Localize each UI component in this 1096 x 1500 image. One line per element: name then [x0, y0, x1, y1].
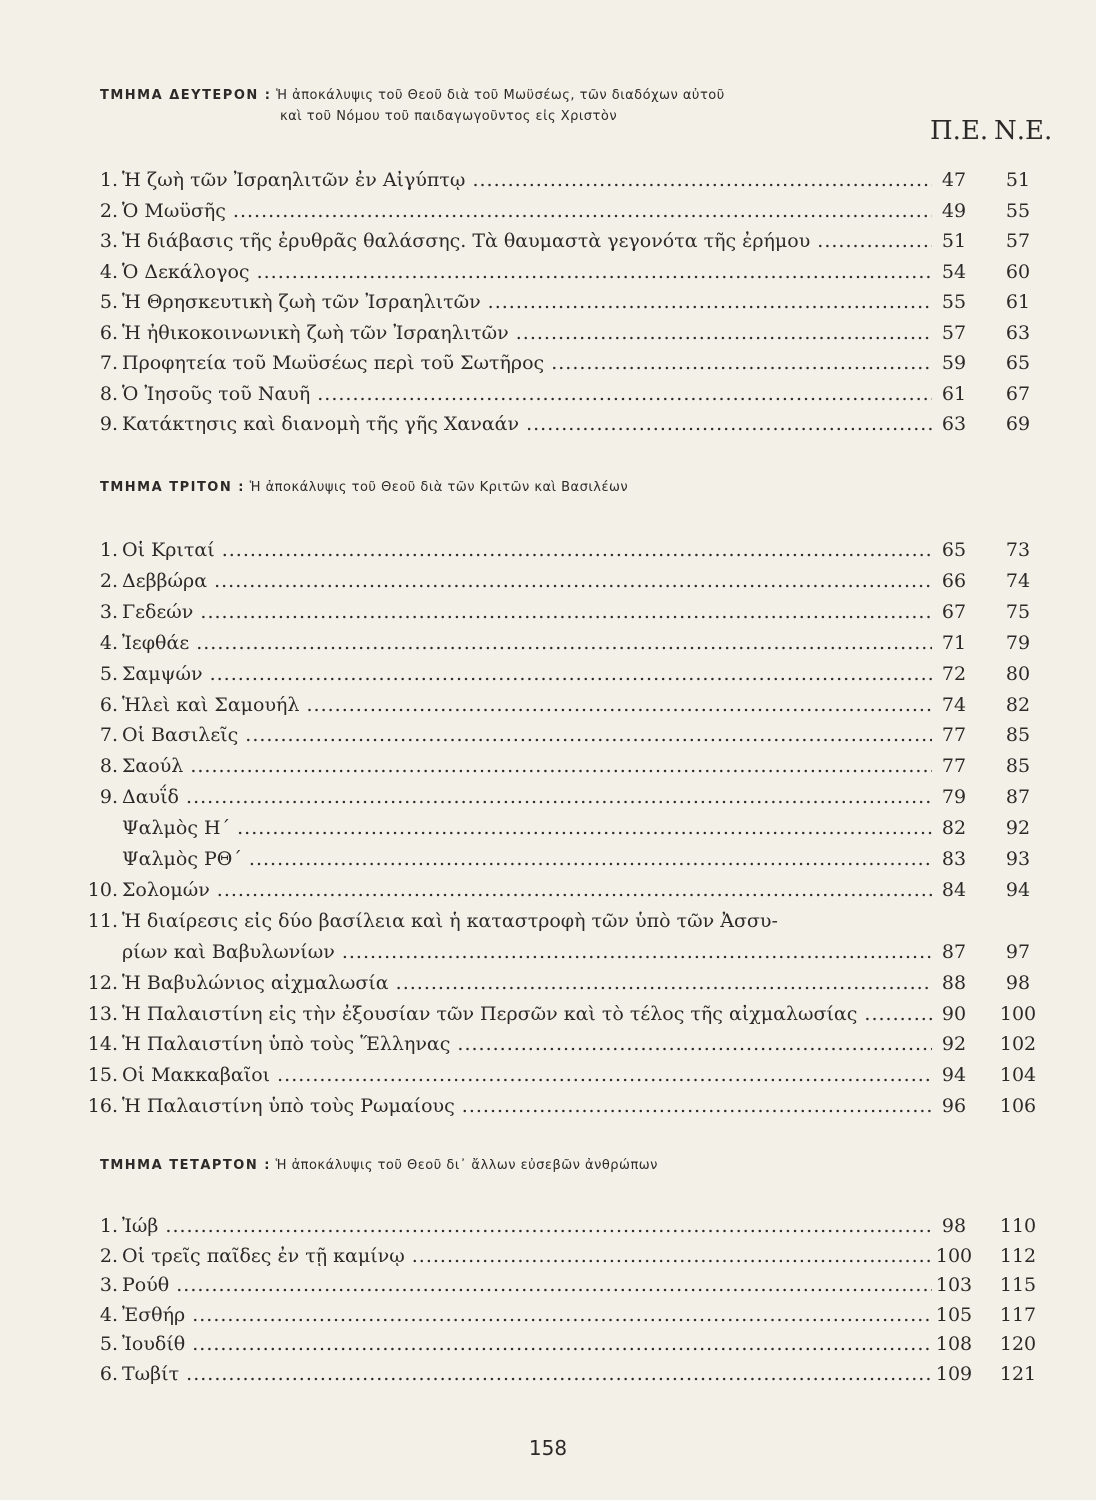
- entry-page-second: 121: [999, 1363, 1037, 1385]
- entry-title: Ἡλεὶ καὶ Σαμουήλ .....: [122, 691, 932, 719]
- entry-title: Σαούλ .....: [122, 752, 932, 780]
- entry-page-first: 65: [941, 539, 967, 561]
- page-number: 158: [528, 1436, 568, 1460]
- entry-page-second: 94: [1005, 878, 1031, 901]
- entry-title: Ὁ Δεκάλογος .....: [122, 258, 932, 286]
- toc-entry: [82, 1301, 1042, 1329]
- entry-title: Κατάκτησις καὶ διανομὴ τῆς γῆς Χαναάν .....: [122, 410, 932, 438]
- entry-page-second: 63: [1005, 321, 1031, 344]
- entry-title: Ἰουδίθ .....: [122, 1330, 932, 1358]
- entry-title: Ρούθ .....: [122, 1271, 932, 1299]
- entry-title: Γεδεών .....: [122, 598, 932, 626]
- entry-page-second: 85: [1005, 724, 1031, 747]
- entry-page-first: 54: [941, 260, 967, 283]
- entry-page-first: 47: [941, 169, 967, 191]
- entry-page-second: 73: [1005, 539, 1031, 561]
- entry-title: Ἐσθήρ .....: [122, 1301, 932, 1329]
- entry-number: 7.: [99, 352, 118, 374]
- entry-page-first: 109: [935, 1363, 973, 1385]
- entry-page-second: 65: [1005, 352, 1031, 374]
- entry-number: 5.: [99, 1333, 118, 1356]
- entry-page-second: 57: [1005, 230, 1031, 252]
- toc-entry: [82, 1030, 1042, 1058]
- entry-page-second: 112: [999, 1244, 1037, 1267]
- entry-title: Οἱ τρεῖς παῖδες ἐν τῇ καμίνῳ .....: [122, 1242, 932, 1270]
- entry-number: 2.: [99, 199, 118, 222]
- entry-title: Ψαλμὸς Η΄ .....: [122, 814, 932, 842]
- entry-title: Δαυΐδ .....: [122, 783, 932, 811]
- entry-page-first: 98: [941, 1215, 967, 1237]
- toc-entry: [82, 1271, 1042, 1299]
- toc-entry: [82, 410, 1042, 438]
- toc-entry: [82, 258, 1042, 286]
- entry-title: Προφητεία τοῦ Μωϋσέως περὶ τοῦ Σωτῆρος .....: [122, 349, 932, 377]
- toc-entry: [82, 380, 1042, 408]
- entry-title: Ἡ διάβασις τῆς ἐρυθρᾶς θαλάσσης. Τὰ θαυμαστὰ γεγονότα τῆς ἐρήμου .....: [122, 227, 932, 255]
- entry-number: 14.: [87, 1033, 118, 1056]
- entry-page-first: 55: [941, 291, 967, 313]
- section-label: ΤΜΗΜΑ ΔΕΥΤΕΡΟΝ :: [100, 88, 272, 103]
- entry-page-second: 115: [999, 1274, 1037, 1297]
- entry-page-second: 87: [1005, 786, 1031, 809]
- entry-page-second: 82: [1005, 693, 1031, 716]
- entry-number: 5.: [99, 291, 118, 313]
- toc-entry: [82, 814, 1042, 842]
- toc-entry: [82, 1092, 1042, 1120]
- toc-entry: [82, 288, 1042, 316]
- entry-title: Οἱ Μακκαβαῖοι .....: [122, 1061, 932, 1089]
- entry-page-first: 88: [941, 971, 967, 994]
- entry-page-second: 79: [1005, 631, 1031, 654]
- entry-page-second: 117: [999, 1303, 1037, 1326]
- entry-number: 9.: [99, 786, 118, 809]
- entry-page-second: 93: [1005, 848, 1031, 870]
- entry-title: Τωβίτ .....: [122, 1360, 932, 1388]
- entry-page-first: 92: [941, 1033, 967, 1056]
- entry-number: 4.: [99, 260, 118, 283]
- entry-number: 16.: [87, 1095, 118, 1118]
- section-description: Ἡ ἀποκάλυψις τοῦ Θεοῦ διὰ τῶν Κριτῶν καὶ Βασιλέων: [249, 480, 629, 495]
- entry-title: Ὁ Μωϋσῆς .....: [122, 197, 932, 225]
- entry-title: Ἡ διαίρεσις εἰς δύο βασίλεια καὶ ἡ καταστροφὴ τῶν ὑπὸ τῶν Ἀσσυ-: [122, 909, 778, 932]
- column-header-old-testament: Π.Ε.: [930, 116, 989, 146]
- entry-page-second: 80: [1005, 662, 1031, 685]
- entry-page-first: 103: [935, 1274, 973, 1297]
- entry-page-first: 84: [941, 878, 967, 901]
- entry-page-first: 94: [941, 1064, 967, 1087]
- entry-number: 8.: [99, 382, 118, 405]
- entry-number: 1.: [99, 539, 118, 561]
- entry-number: 3.: [99, 1274, 118, 1297]
- toc-entry: [82, 660, 1042, 688]
- entry-number: 3.: [99, 600, 118, 623]
- entry-title: Ἡ Παλαιστίνη ὑπὸ τοὺς Ρωμαίους .....: [122, 1092, 932, 1120]
- entry-number: 1.: [99, 169, 118, 191]
- toc-entry: [82, 349, 1042, 377]
- entry-page-first: 77: [941, 755, 967, 778]
- toc-entry: [82, 691, 1042, 719]
- toc-entry: [82, 567, 1042, 595]
- entry-page-second: 69: [1005, 413, 1031, 435]
- entry-title: Σολομών .....: [122, 876, 932, 904]
- entry-page-first: 67: [941, 600, 967, 623]
- entry-page-second: 55: [1005, 199, 1031, 222]
- toc-entry: [82, 907, 1042, 935]
- toc-entry: [82, 629, 1042, 657]
- section-description: Ἡ ἀποκάλυψις τοῦ Θεοῦ διὰ τοῦ Μωϋσέως, τῶν διαδόχων αὐτοῦ: [276, 88, 725, 103]
- toc-entry: [82, 938, 1042, 966]
- toc-entry: [82, 752, 1042, 780]
- entry-page-second: 61: [1005, 291, 1031, 313]
- entry-page-first: 61: [941, 382, 967, 405]
- entry-page-first: 100: [935, 1244, 973, 1267]
- entry-number: 13.: [87, 1002, 118, 1025]
- entry-page-first: 90: [941, 1002, 967, 1025]
- entry-number: 2.: [99, 569, 118, 592]
- entry-page-second: 74: [1005, 569, 1031, 592]
- toc-entry: [82, 197, 1042, 225]
- toc-entry: [82, 1212, 1042, 1240]
- entry-page-second: 92: [1005, 817, 1031, 840]
- entry-page-first: 83: [941, 848, 967, 870]
- toc-entry: [82, 536, 1042, 564]
- entry-title: Ἡ Παλαιστίνη ὑπὸ τοὺς Ἕλληνας .....: [122, 1030, 932, 1058]
- entry-title: Ὁ Ἰησοῦς τοῦ Ναυῆ .....: [122, 380, 932, 408]
- entry-number: 4.: [99, 1303, 118, 1326]
- entry-number: 10.: [87, 878, 118, 901]
- toc-entry: [82, 227, 1042, 255]
- entry-title: Ἡ ἠθικοκοινωνικὴ ζωὴ τῶν Ἰσραηλιτῶν .....: [122, 319, 932, 347]
- entry-page-first: 82: [941, 817, 967, 840]
- entry-number: 2.: [99, 1244, 118, 1267]
- entry-number: 4.: [99, 631, 118, 654]
- entry-page-first: 108: [935, 1333, 973, 1356]
- entry-page-first: 72: [941, 662, 967, 685]
- entry-title: Οἱ Κριταί .....: [122, 536, 932, 564]
- entry-title: Ψαλμὸς ΡΘ΄ .....: [122, 845, 932, 873]
- entry-page-second: 75: [1005, 600, 1031, 623]
- section-description-continued: καὶ τοῦ Νόμου τοῦ παιδαγωγοῦντος εἰς Χριστὸν: [280, 109, 618, 124]
- entry-page-first: 66: [941, 569, 967, 592]
- section-heading-second: [100, 88, 1000, 124]
- entry-page-second: 102: [999, 1033, 1037, 1056]
- entry-title: Σαμψών .....: [122, 660, 932, 688]
- entry-title: Ἡ Θρησκευτικὴ ζωὴ τῶν Ἰσραηλιτῶν .....: [122, 288, 932, 316]
- entry-page-second: 97: [1005, 940, 1031, 963]
- entry-page-first: 63: [941, 413, 967, 435]
- toc-entry: [82, 1061, 1042, 1089]
- toc-entry: [82, 1242, 1042, 1270]
- entry-number: 9.: [99, 413, 118, 435]
- toc-entry: [82, 1360, 1042, 1388]
- entry-title: Οἱ Βασιλεῖς .....: [122, 721, 932, 749]
- toc-entry: [82, 969, 1042, 997]
- entry-page-first: 51: [941, 230, 967, 252]
- toc-entry: [82, 721, 1042, 749]
- entry-page-second: 85: [1005, 755, 1031, 778]
- entry-page-first: 96: [941, 1095, 967, 1118]
- entry-number: 6.: [99, 1363, 118, 1385]
- section-label: ΤΜΗΜΑ ΤΕΤΑΡΤΟΝ :: [100, 1158, 271, 1173]
- entry-number: 7.: [99, 724, 118, 747]
- entry-page-second: 100: [999, 1002, 1037, 1025]
- entry-page-second: 98: [1005, 971, 1031, 994]
- entry-number: 8.: [99, 755, 118, 778]
- entry-page-first: 77: [941, 724, 967, 747]
- toc-entry: [82, 845, 1042, 873]
- entry-page-second: 51: [1005, 169, 1031, 191]
- entry-page-second: 120: [999, 1333, 1037, 1356]
- section-description: Ἡ ἀποκάλυψις τοῦ Θεοῦ δι᾿ ἄλλων εὐσεβῶν ἀνθρώπων: [275, 1158, 658, 1173]
- entry-page-first: 59: [941, 352, 967, 374]
- entry-number: 3.: [99, 230, 118, 252]
- entry-page-first: 87: [941, 940, 967, 963]
- entry-page-first: 105: [935, 1303, 973, 1326]
- toc-entry: [82, 1000, 1042, 1028]
- entry-title: Ἰεφθάε .....: [122, 629, 932, 657]
- entry-number: 6.: [99, 693, 118, 716]
- column-header-new-edition: Ν.Ε.: [994, 116, 1053, 146]
- toc-entry: [82, 1330, 1042, 1358]
- toc-entry: [82, 319, 1042, 347]
- entry-title: Ἡ ζωὴ τῶν Ἰσραηλιτῶν ἐν Αἰγύπτῳ .....: [122, 166, 932, 194]
- section-heading-fourth: [100, 1158, 1000, 1173]
- entry-page-first: 49: [941, 199, 967, 222]
- entry-page-second: 106: [999, 1095, 1037, 1118]
- entry-page-first: 79: [941, 786, 967, 809]
- entry-title: Ἰώβ .....: [122, 1212, 932, 1240]
- entry-page-second: 104: [999, 1064, 1037, 1087]
- entry-page-first: 71: [941, 631, 967, 654]
- entry-title: ρίων καὶ Βαβυλωνίων .....: [122, 938, 932, 966]
- entry-page-first: 57: [941, 321, 967, 344]
- entry-page-second: 67: [1005, 382, 1031, 405]
- toc-entry: [82, 598, 1042, 626]
- section-label: ΤΜΗΜΑ ΤΡΙΤΟΝ :: [100, 480, 245, 495]
- toc-entry: [82, 876, 1042, 904]
- entry-page-first: 74: [941, 693, 967, 716]
- entry-title: Ἡ Βαβυλώνιος αἰχμαλωσία .....: [122, 969, 932, 997]
- entry-page-second: 110: [999, 1215, 1037, 1237]
- section-heading-third: [100, 480, 1000, 495]
- toc-entry: [82, 166, 1042, 194]
- entry-number: 12.: [87, 971, 118, 994]
- column-headers: [930, 116, 1060, 146]
- entry-page-second: 60: [1005, 260, 1031, 283]
- entry-number: 1.: [99, 1215, 118, 1237]
- entry-number: 15.: [87, 1064, 118, 1087]
- entry-number: 6.: [99, 321, 118, 344]
- entry-number: 5.: [99, 662, 118, 685]
- entry-title: Ἡ Παλαιστίνη εἰς τὴν ἐξουσίαν τῶν Περσῶν καὶ τὸ τέλος τῆς αἰχμαλωσίας .....: [122, 1000, 932, 1028]
- entry-number: 11.: [87, 909, 118, 932]
- toc-entry: [82, 783, 1042, 811]
- entry-title: Δεββώρα .....: [122, 567, 932, 595]
